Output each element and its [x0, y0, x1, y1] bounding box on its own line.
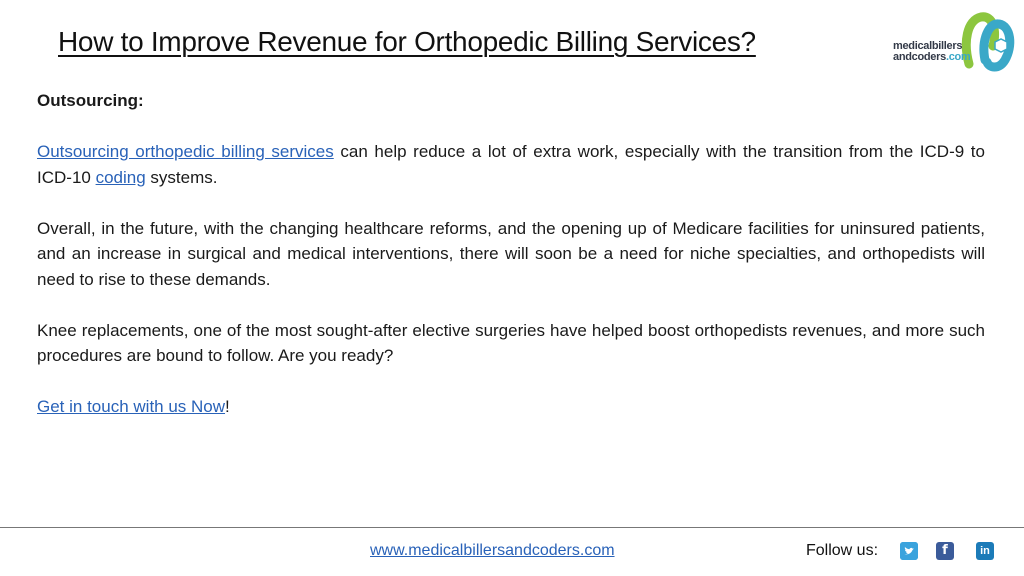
company-logo[interactable]	[893, 12, 1015, 74]
paragraph-cta	[37, 394, 985, 420]
twitter-icon[interactable]	[900, 542, 918, 560]
logo-wordmark	[893, 41, 970, 63]
paragraph-knee: Knee replacements, one of the most sought-after elective surgeries have helped boost orthopedists revenues, and more such procedures are bound to follow. Are you ready?	[37, 320, 985, 365]
facebook-icon[interactable]: f	[936, 542, 954, 560]
section-heading: Outsourcing:	[37, 91, 144, 110]
logo-line2b: .com	[945, 51, 971, 63]
contact-link[interactable]: Get in touch with us Now	[37, 397, 226, 416]
footer-divider	[0, 527, 1024, 528]
outsourcing-link[interactable]: Outsourcing orthopedic billing services	[37, 142, 334, 161]
paragraph-outsourcing-text: can help reduce a lot of extra work, especially with the transition from the ICD-9 to ICD-10	[37, 142, 985, 187]
paragraph-outsourcing-tail: systems.	[145, 167, 218, 187]
paragraph-future: Overall, in the future, with the changing healthcare reforms, and the opening up of Medicare facilities for uninsured patients, and an increase in surgical and medical interventions, there will soon be a need for niche specialties, and orthopedists will need to rise to these demands.	[37, 218, 985, 289]
logo-line2a: andcoders	[893, 51, 946, 63]
footer-website-link[interactable]: www.medicalbillersandcoders.com	[370, 542, 615, 559]
cta-suffix: !	[225, 397, 230, 416]
linkedin-icon[interactable]: in	[976, 542, 994, 560]
slide-body	[37, 88, 985, 445]
paragraph-outsourcing	[37, 139, 985, 190]
coding-link[interactable]: coding	[95, 167, 146, 187]
follow-us-label: Follow us:	[806, 542, 879, 559]
logo-line1: medicalbillers	[893, 40, 963, 52]
twitter-bird-glyph	[900, 542, 918, 560]
slide-title: How to Improve Revenue for Orthopedic Billing Services?	[58, 26, 756, 57]
